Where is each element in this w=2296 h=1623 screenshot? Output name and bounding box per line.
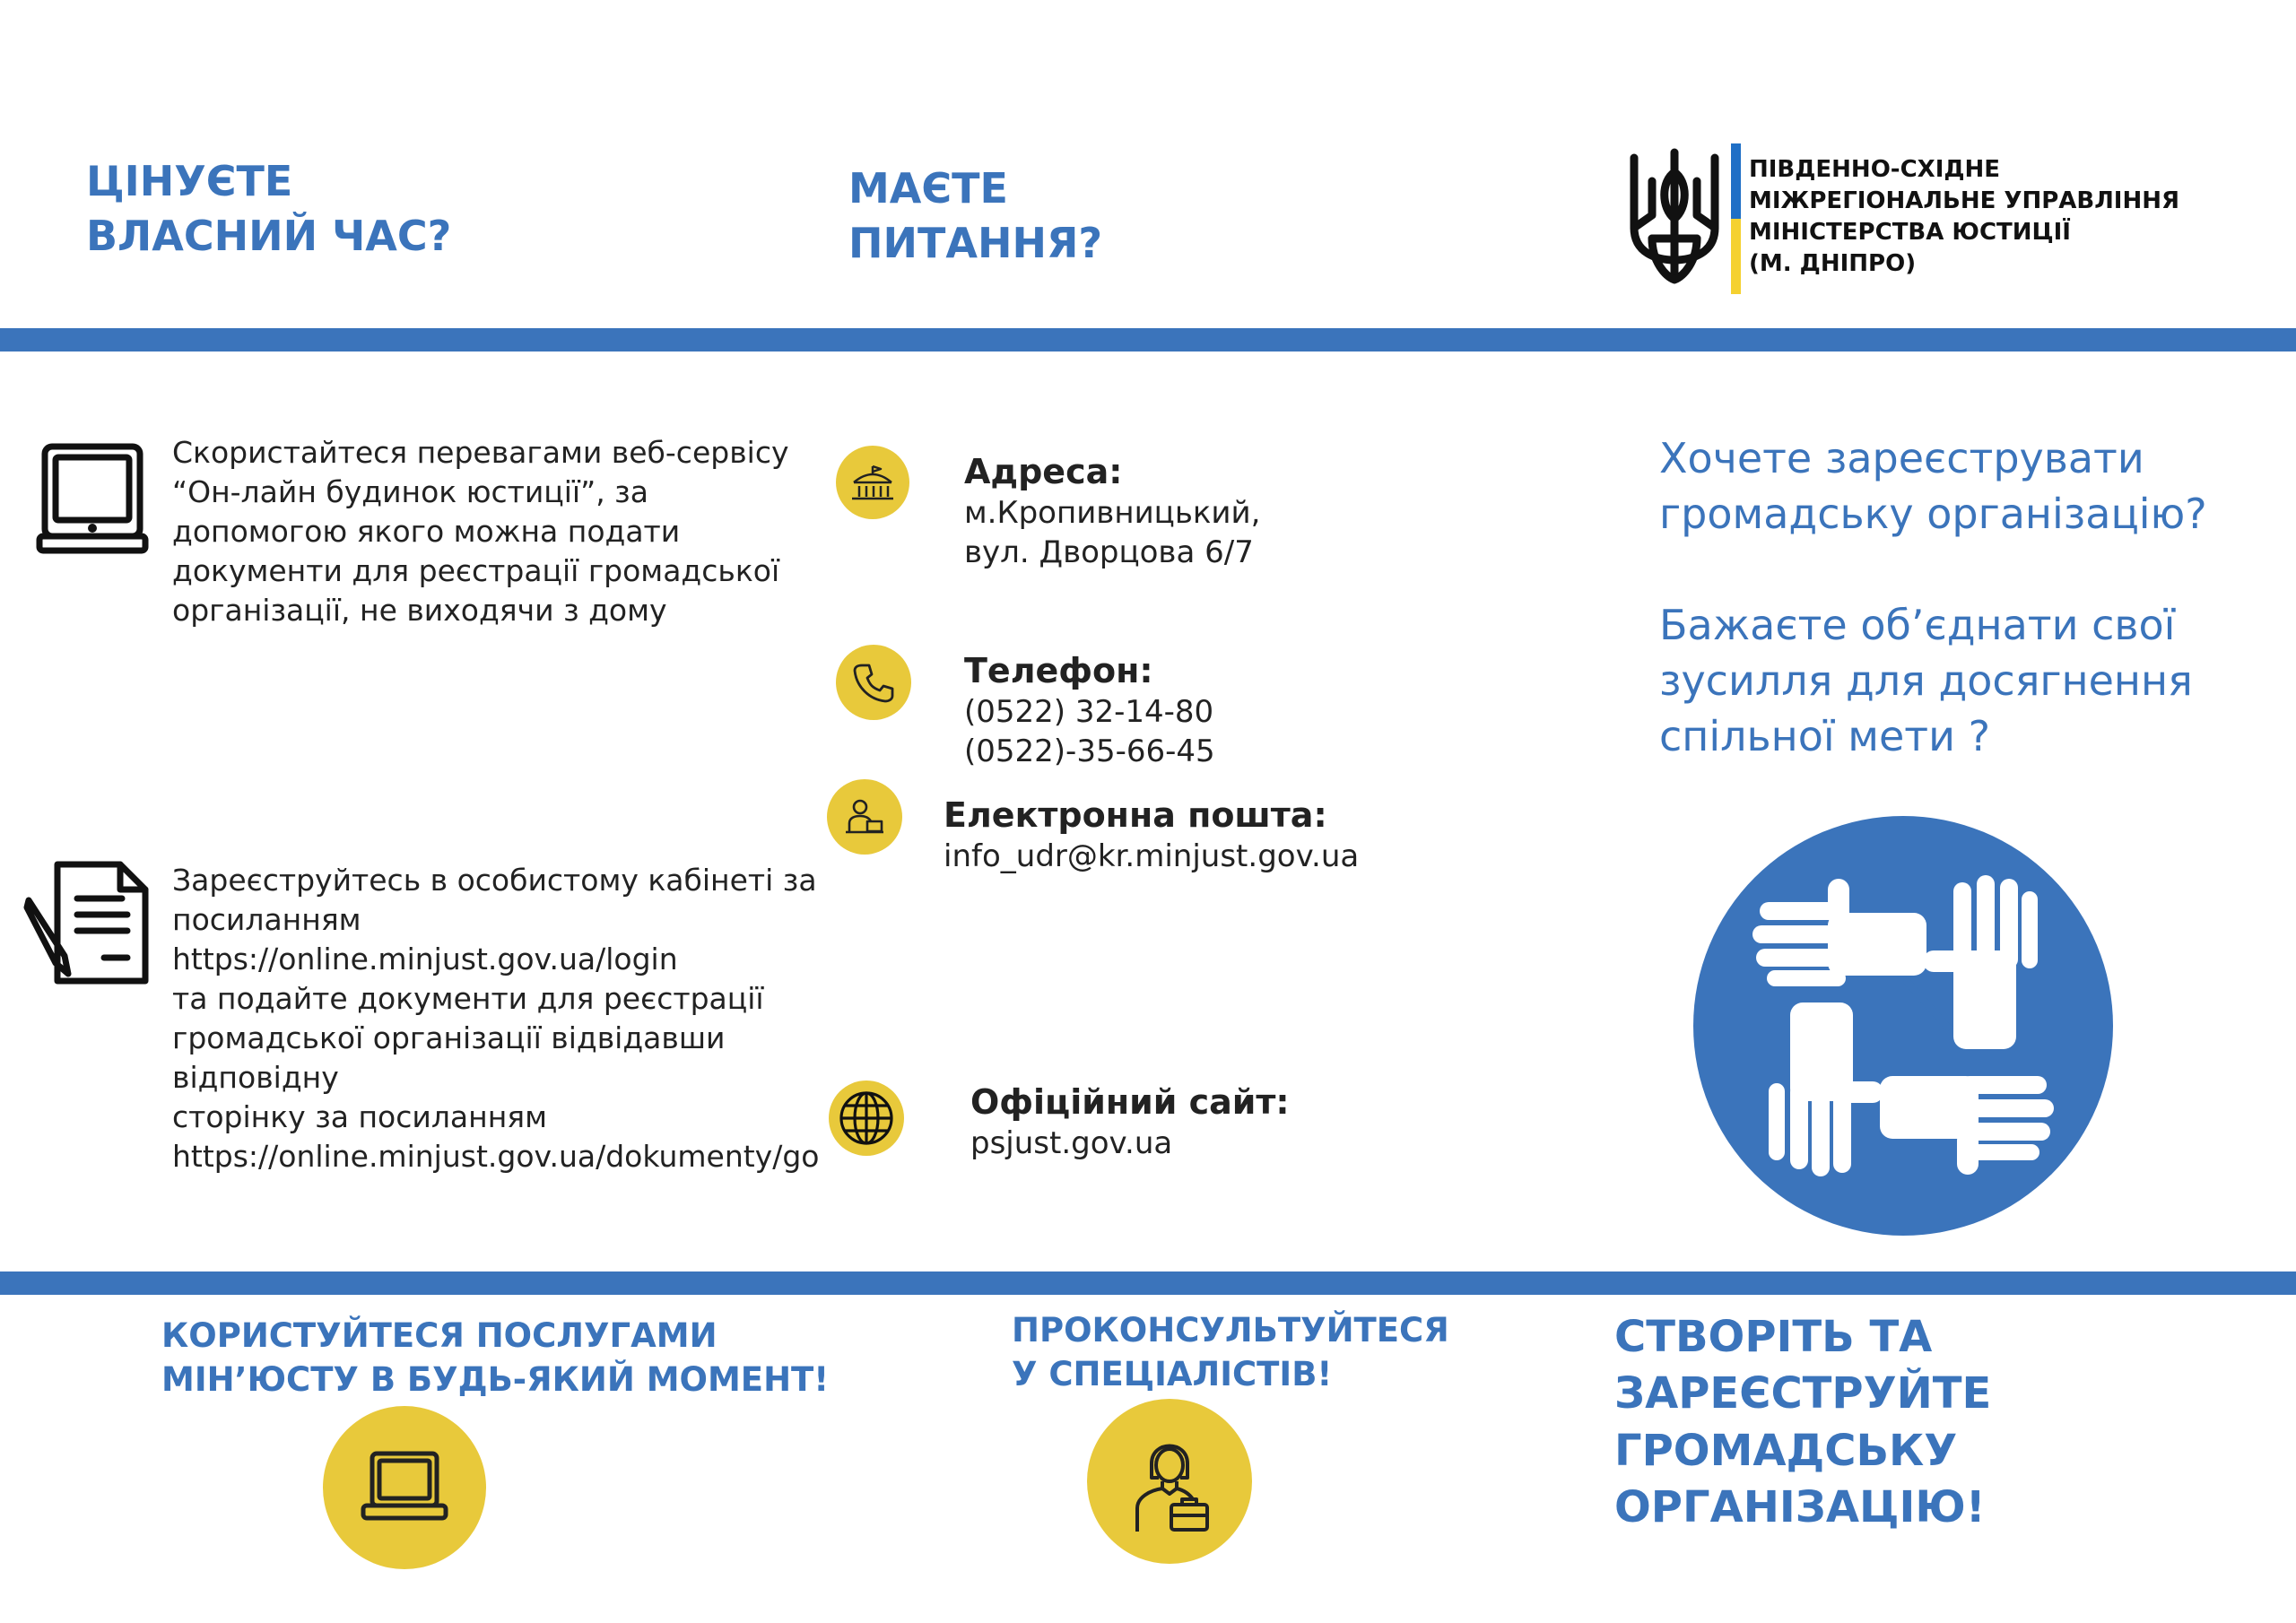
- site-label: Офіційний сайт:: [970, 1082, 1290, 1122]
- cabinet-registration-text: Зареєструйтесь в особистому кабінеті за посиланням https://online.minjust.gov.ua/login та подайте документи для реєстрації громадської організації відвідавши відповідну сторінку за посиланням https://online.minjust.gov.ua/dokumenty/go: [172, 861, 819, 1176]
- flag-stripe-yellow: [1731, 219, 1741, 294]
- question-unite: Бажаєте об’єднати свої зусилля для досягнення спільної мети ?: [1659, 601, 2193, 760]
- phone-block: [964, 649, 1215, 771]
- document-pen-icon: [22, 859, 151, 988]
- header-col2-title: МАЄТЕ ПИТАННЯ?: [848, 164, 1103, 267]
- address-block: Адреса: м.Кропивницький, вул. Дворцова 6/7: [964, 452, 1261, 570]
- online-service-text: Скористайтеся перевагами веб-сервісу “Он-лайн будинок юстиції”, за допомогою якого можна подати документи для реєстрації громадської організації, не виходячи з дому: [172, 435, 789, 628]
- address-label: Адреса:: [964, 452, 1123, 491]
- header-col1-title: ЦІНУЄТЕ ВЛАСНИЙ ЧАС?: [86, 157, 452, 260]
- site-link[interactable]: psjust.gov.ua: [970, 1125, 1173, 1161]
- flag-stripe-blue: [1731, 143, 1741, 219]
- email-block: [944, 794, 1359, 876]
- laptop-circle-icon: [323, 1406, 486, 1569]
- org-name: ПІВДЕННО-СХІДНЕ МІЖРЕГІОНАЛЬНЕ УПРАВЛІННЯ МІНІСТЕРСТВА ЮСТИЦІЇ (М. ДНІПРО): [1749, 156, 2180, 277]
- bottom-col2-title: ПРОКОНСУЛЬТУЙТЕСЯ У СПЕЦІАЛІСТІВ!: [1012, 1311, 1449, 1393]
- trident-emblem-icon: [1625, 145, 1724, 289]
- person-at-desk-icon: [827, 779, 902, 855]
- phone-2[interactable]: (0522)-35-66-45: [964, 733, 1215, 769]
- bottom-divider-bar: [0, 1271, 2296, 1295]
- bottom-col1-title: КОРИСТУЙТЕСЯ ПОСЛУГАМИ МІН’ЮСТУ В БУДЬ-ЯКИЙ МОМЕНТ!: [161, 1316, 830, 1399]
- top-divider-bar: [0, 328, 2296, 352]
- phone-1[interactable]: (0522) 32-14-80: [964, 694, 1214, 730]
- phone-label: Телефон:: [964, 651, 1153, 690]
- phone-icon: [836, 645, 911, 720]
- site-block: [970, 1081, 1290, 1163]
- email-link[interactable]: info_udr@kr.minjust.gov.ua: [944, 838, 1360, 874]
- email-label: Електронна пошта:: [944, 795, 1327, 835]
- globe-icon: [829, 1081, 904, 1156]
- documents-link[interactable]: https://online.minjust.gov.ua/dokumenty/go: [172, 1139, 820, 1174]
- login-link[interactable]: https://online.minjust.gov.ua/login: [172, 942, 678, 976]
- bottom-col3-title: СТВОРІТЬ ТА ЗАРЕЄСТРУЙТЕ ГРОМАДСЬКУ ОРГАНІЗАЦІЮ!: [1614, 1312, 1992, 1533]
- hands-together-icon: [1693, 816, 2113, 1236]
- building-icon: [836, 446, 909, 519]
- laptop-icon: [36, 441, 149, 558]
- question-register: Хочете зареєструвати громадську організацію?: [1659, 434, 2207, 538]
- specialist-woman-icon: [1087, 1399, 1252, 1564]
